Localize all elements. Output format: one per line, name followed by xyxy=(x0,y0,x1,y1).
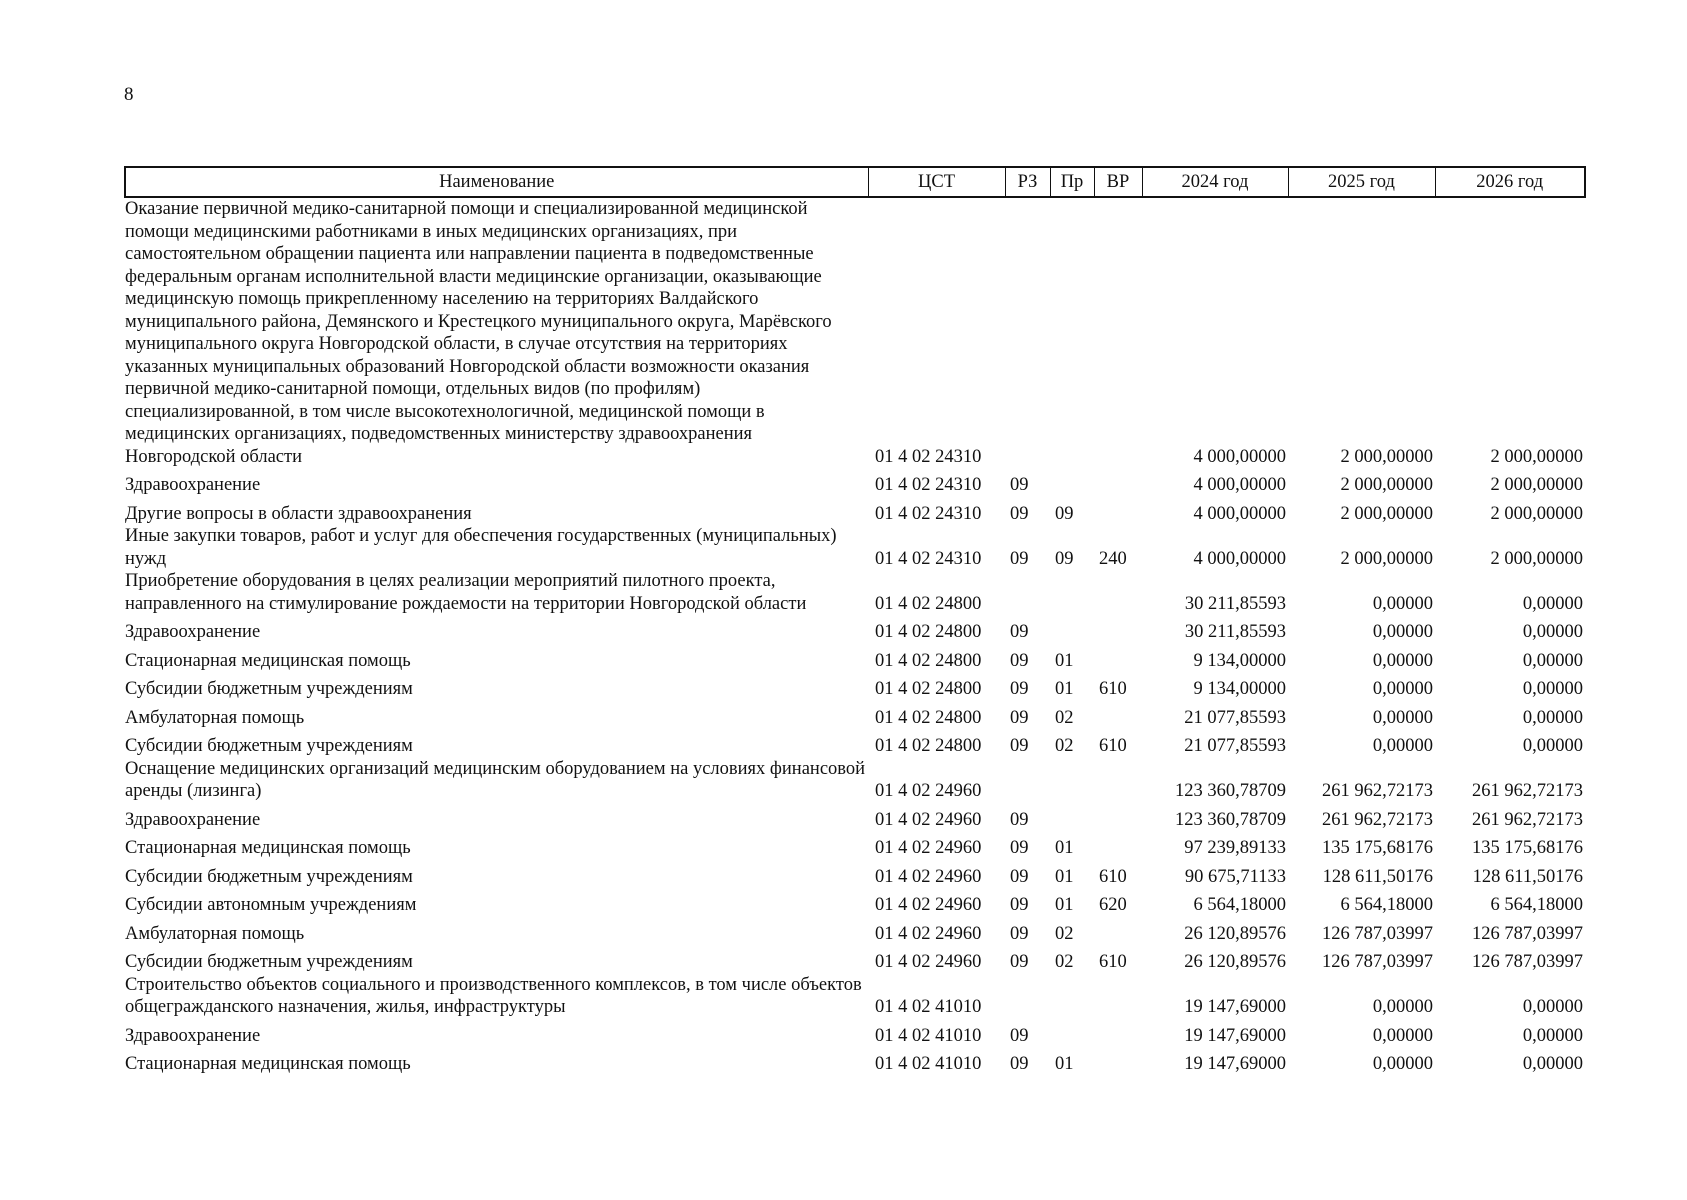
row-vr: 620 xyxy=(1099,895,1127,915)
row-2026-amount: 0,00000 xyxy=(1522,593,1583,614)
row-pr xyxy=(1050,570,1094,615)
row-rz: 09 xyxy=(1010,679,1029,699)
row-cst: 01 4 02 24960 xyxy=(875,923,982,944)
row-2025-amount: 0,00000 xyxy=(1372,679,1433,699)
row-2025-amount: 135 175,68176 xyxy=(1322,838,1433,858)
row-2026-amount: 2 000,00000 xyxy=(1490,548,1583,569)
row-rz: 09 xyxy=(1010,650,1029,671)
row-vr xyxy=(1094,497,1142,526)
row-2026-amount: 126 787,03997 xyxy=(1472,952,1583,972)
row-rz xyxy=(1005,974,1050,1019)
row-name: Приобретение оборудования в целях реализации мероприятий пилотного проекта, направленного на стимулирование рождаемости на территории Новгородской области xyxy=(125,571,807,614)
row-rz: 09 xyxy=(1010,736,1029,756)
row-vr xyxy=(1094,758,1142,803)
row-2025-amount: 126 787,03997 xyxy=(1322,952,1433,972)
row-name: Субсидии бюджетным учреждениям xyxy=(125,679,413,699)
row-2026-amount: 128 611,50176 xyxy=(1472,866,1583,887)
page-number: 8 xyxy=(124,84,134,105)
row-pr: 09 xyxy=(1055,548,1074,569)
row-cst: 01 4 02 24310 xyxy=(875,475,982,495)
row-vr: 240 xyxy=(1099,548,1127,569)
row-2024-amount: 6 564,18000 xyxy=(1193,895,1286,915)
row-2025-amount: 261 962,72173 xyxy=(1322,809,1433,830)
row-vr xyxy=(1094,570,1142,615)
row-2026-amount: 6 564,18000 xyxy=(1490,895,1583,915)
row-pr: 02 xyxy=(1055,923,1074,944)
row-2024-amount: 97 239,89133 xyxy=(1184,838,1286,858)
header-2026: 2026 год xyxy=(1435,167,1585,197)
row-cst: 01 4 02 24960 xyxy=(875,809,982,830)
row-vr xyxy=(1094,468,1142,497)
row-rz: 09 xyxy=(1010,1025,1029,1046)
row-cst: 01 4 02 24800 xyxy=(875,650,982,671)
table-row xyxy=(125,945,1585,974)
row-rz xyxy=(1005,197,1050,468)
row-vr xyxy=(1094,1019,1142,1048)
row-vr xyxy=(1094,917,1142,946)
row-name: Здравоохранение xyxy=(125,622,261,642)
row-name: Стационарная медицинская помощь xyxy=(125,838,411,858)
table-row xyxy=(125,570,1585,615)
row-cst: 01 4 02 24960 xyxy=(875,866,982,887)
row-2024-amount: 30 211,85593 xyxy=(1184,622,1286,642)
row-2024-amount: 9 134,00000 xyxy=(1193,650,1286,671)
row-cst: 01 4 02 24960 xyxy=(875,838,982,858)
table-row xyxy=(125,917,1585,946)
row-2025-amount: 0,00000 xyxy=(1372,593,1433,614)
row-name: Здравоохранение xyxy=(125,1025,261,1046)
row-rz: 09 xyxy=(1010,838,1029,858)
row-cst: 01 4 02 41010 xyxy=(875,1025,982,1046)
table-row xyxy=(125,729,1585,758)
row-2026-amount: 126 787,03997 xyxy=(1472,923,1583,944)
row-cst: 01 4 02 24960 xyxy=(875,781,982,801)
row-pr: 09 xyxy=(1055,503,1074,524)
row-rz: 09 xyxy=(1010,1054,1029,1074)
row-pr: 01 xyxy=(1055,838,1074,858)
table-row xyxy=(125,758,1585,803)
row-2024-amount: 9 134,00000 xyxy=(1193,679,1286,699)
table-body xyxy=(125,197,1585,1076)
row-2025-amount: 2 000,00000 xyxy=(1340,475,1433,495)
row-name: Амбулаторная помощь xyxy=(125,707,305,728)
table-row xyxy=(125,860,1585,889)
header-rz: РЗ xyxy=(1005,167,1050,197)
row-cst: 01 4 02 24800 xyxy=(875,707,982,728)
row-name: Стационарная медицинская помощь xyxy=(125,650,411,671)
row-name: Здравоохранение xyxy=(125,809,261,830)
row-pr: 01 xyxy=(1055,1054,1074,1074)
row-name: Стационарная медицинская помощь xyxy=(125,1054,411,1074)
row-2024-amount: 4 000,00000 xyxy=(1193,548,1286,569)
row-name: Другие вопросы в области здравоохранения xyxy=(125,503,472,524)
header-2025: 2025 год xyxy=(1288,167,1435,197)
row-2026-amount: 0,00000 xyxy=(1522,707,1583,728)
row-pr: 01 xyxy=(1055,895,1074,915)
row-vr xyxy=(1094,831,1142,860)
row-vr xyxy=(1094,1047,1142,1076)
table-row xyxy=(125,468,1585,497)
row-rz: 09 xyxy=(1010,707,1029,728)
row-2025-amount: 0,00000 xyxy=(1372,707,1433,728)
row-cst: 01 4 02 24800 xyxy=(875,736,982,756)
row-name: Оснащение медицинских организаций медицинским оборудованием на условиях финансовой аренды (лизинга) xyxy=(125,758,866,801)
row-pr: 01 xyxy=(1055,679,1074,699)
table-row xyxy=(125,1047,1585,1076)
table-row xyxy=(125,525,1585,570)
row-2026-amount: 261 962,72173 xyxy=(1472,781,1583,801)
row-vr xyxy=(1094,974,1142,1019)
row-pr xyxy=(1050,974,1094,1019)
row-cst: 01 4 02 24310 xyxy=(875,548,982,569)
table-row xyxy=(125,974,1585,1019)
row-name: Строительство объектов социального и производственного комплексов, в том числе объектов общегражданского назначения, жилья, инфраструктуры xyxy=(125,974,862,1017)
row-2025-amount: 0,00000 xyxy=(1372,736,1433,756)
table-row xyxy=(125,1019,1585,1048)
table-header xyxy=(125,167,1585,197)
table-row xyxy=(125,615,1585,644)
row-vr: 610 xyxy=(1099,679,1127,699)
table-row xyxy=(125,831,1585,860)
row-2025-amount: 0,00000 xyxy=(1372,1054,1433,1074)
row-2024-amount: 123 360,78709 xyxy=(1175,781,1286,801)
row-rz: 09 xyxy=(1010,503,1029,524)
row-name: Оказание первичной медико-санитарной помощи и специализированной медицинской помощи медицинскими работниками в иных медицинских организациях, при самостоятельном обращении пациента или направлении пациента в подведомственные федеральным органам исполнительной власти медицинские организации, оказывающие медицинскую помощь прикрепленному населению на территориях Валдайского муниципального района, Демянского и Крестецкого муниципального округа, Марёвского муниципального округа Новгородской области, в случае отсутствия на территориях указанных муниципальных образований Новгородской области возможности оказания первичной медико-санитарной помощи, отдельных видов (по профилям) специализированной, в том числе высокотехнологичной, медицинской помощи в медицинских организациях, подведомственных министерству здравоохранения Новгородской области xyxy=(125,199,832,467)
row-rz: 09 xyxy=(1010,809,1029,830)
row-rz: 09 xyxy=(1010,952,1029,972)
row-vr: 610 xyxy=(1099,736,1127,756)
row-2024-amount: 4 000,00000 xyxy=(1193,446,1286,467)
row-rz: 09 xyxy=(1010,895,1029,915)
row-vr: 610 xyxy=(1099,952,1127,972)
table-row xyxy=(125,644,1585,673)
row-2025-amount: 0,00000 xyxy=(1372,622,1433,642)
row-2025-amount: 2 000,00000 xyxy=(1340,548,1433,569)
row-pr xyxy=(1050,615,1094,644)
row-2026-amount: 0,00000 xyxy=(1522,679,1583,699)
row-vr xyxy=(1094,644,1142,673)
row-vr xyxy=(1094,701,1142,730)
row-2024-amount: 19 147,69000 xyxy=(1184,997,1286,1017)
table-row xyxy=(125,888,1585,917)
header-name: Наименование xyxy=(125,167,868,197)
header-cst: ЦСТ xyxy=(868,167,1005,197)
row-pr xyxy=(1050,197,1094,468)
row-2026-amount: 2 000,00000 xyxy=(1490,503,1583,524)
row-pr: 02 xyxy=(1055,952,1074,972)
row-pr: 01 xyxy=(1055,650,1074,671)
row-2026-amount: 0,00000 xyxy=(1522,997,1583,1017)
row-2025-amount: 2 000,00000 xyxy=(1340,446,1433,467)
row-2025-amount: 128 611,50176 xyxy=(1322,866,1433,887)
row-vr xyxy=(1094,803,1142,832)
budget-table xyxy=(124,166,1586,1076)
row-rz: 09 xyxy=(1010,923,1029,944)
row-2024-amount: 21 077,85593 xyxy=(1184,736,1286,756)
row-vr xyxy=(1094,615,1142,644)
row-2026-amount: 0,00000 xyxy=(1522,1025,1583,1046)
row-2024-amount: 90 675,71133 xyxy=(1184,866,1286,887)
row-cst: 01 4 02 24960 xyxy=(875,952,982,972)
row-2025-amount: 2 000,00000 xyxy=(1340,503,1433,524)
row-name: Иные закупки товаров, работ и услуг для обеспечения государственных (муниципальных) нужд xyxy=(125,526,837,569)
row-rz xyxy=(1005,758,1050,803)
row-pr xyxy=(1050,758,1094,803)
row-name: Амбулаторная помощь xyxy=(125,923,305,944)
row-2024-amount: 123 360,78709 xyxy=(1175,809,1286,830)
row-2025-amount: 0,00000 xyxy=(1372,650,1433,671)
row-cst: 01 4 02 24310 xyxy=(875,446,982,467)
row-name: Субсидии бюджетным учреждениям xyxy=(125,952,413,972)
row-2024-amount: 26 120,89576 xyxy=(1184,923,1286,944)
row-name: Субсидии бюджетным учреждениям xyxy=(125,866,413,887)
row-pr: 02 xyxy=(1055,736,1074,756)
row-pr xyxy=(1050,803,1094,832)
row-2026-amount: 2 000,00000 xyxy=(1490,446,1583,467)
row-name: Субсидии бюджетным учреждениям xyxy=(125,736,413,756)
row-2025-amount: 261 962,72173 xyxy=(1322,781,1433,801)
row-2026-amount: 0,00000 xyxy=(1522,1054,1583,1074)
row-2025-amount: 0,00000 xyxy=(1372,997,1433,1017)
row-2026-amount: 0,00000 xyxy=(1522,736,1583,756)
row-vr xyxy=(1094,197,1142,468)
row-cst: 01 4 02 24800 xyxy=(875,622,982,642)
row-2024-amount: 30 211,85593 xyxy=(1184,593,1286,614)
row-vr: 610 xyxy=(1099,866,1127,887)
row-2026-amount: 261 962,72173 xyxy=(1472,809,1583,830)
row-pr xyxy=(1050,468,1094,497)
row-name: Здравоохранение xyxy=(125,475,261,495)
row-rz: 09 xyxy=(1010,866,1029,887)
table-row xyxy=(125,197,1585,468)
row-2026-amount: 0,00000 xyxy=(1522,650,1583,671)
row-2024-amount: 19 147,69000 xyxy=(1184,1054,1286,1074)
row-pr xyxy=(1050,1019,1094,1048)
row-cst: 01 4 02 41010 xyxy=(875,997,982,1017)
row-name: Субсидии автономным учреждениям xyxy=(125,895,417,915)
row-2024-amount: 26 120,89576 xyxy=(1184,952,1286,972)
row-pr: 02 xyxy=(1055,707,1074,728)
table-row xyxy=(125,672,1585,701)
table-row xyxy=(125,701,1585,730)
row-2026-amount: 135 175,68176 xyxy=(1472,838,1583,858)
row-2024-amount: 19 147,69000 xyxy=(1184,1025,1286,1046)
row-2025-amount: 126 787,03997 xyxy=(1322,923,1433,944)
row-cst: 01 4 02 24800 xyxy=(875,593,982,614)
row-pr: 01 xyxy=(1055,866,1074,887)
header-pr: Пр xyxy=(1050,167,1094,197)
row-rz: 09 xyxy=(1010,475,1029,495)
header-vr: ВР xyxy=(1094,167,1142,197)
table-row xyxy=(125,497,1585,526)
row-2025-amount: 0,00000 xyxy=(1372,1025,1433,1046)
row-rz xyxy=(1005,570,1050,615)
row-2024-amount: 21 077,85593 xyxy=(1184,707,1286,728)
row-2024-amount: 4 000,00000 xyxy=(1193,475,1286,495)
row-cst: 01 4 02 24310 xyxy=(875,503,982,524)
table-row xyxy=(125,803,1585,832)
row-cst: 01 4 02 24800 xyxy=(875,679,982,699)
row-2026-amount: 2 000,00000 xyxy=(1490,475,1583,495)
row-cst: 01 4 02 24960 xyxy=(875,895,982,915)
row-rz: 09 xyxy=(1010,622,1029,642)
row-cst: 01 4 02 41010 xyxy=(875,1054,982,1074)
row-rz: 09 xyxy=(1010,548,1029,569)
row-2025-amount: 6 564,18000 xyxy=(1340,895,1433,915)
row-2026-amount: 0,00000 xyxy=(1522,622,1583,642)
header-2024: 2024 год xyxy=(1142,167,1288,197)
row-2024-amount: 4 000,00000 xyxy=(1193,503,1286,524)
